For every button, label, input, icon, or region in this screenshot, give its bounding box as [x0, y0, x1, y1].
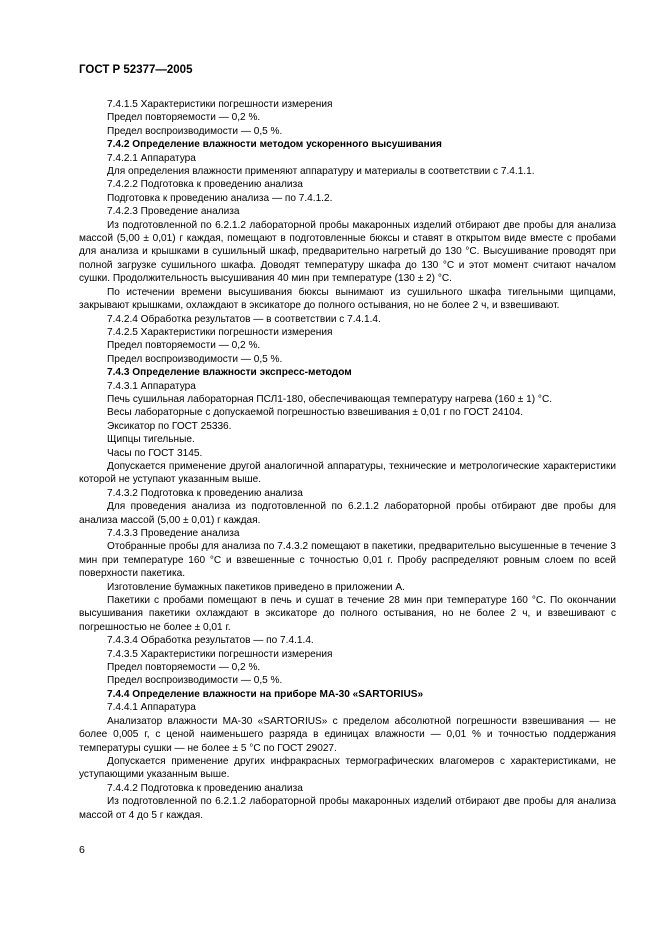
section-heading: 7.4.3 Определение влажности экспресс-методом	[107, 367, 352, 379]
section-heading: 7.4.3.3 Проведение анализа	[107, 528, 240, 539]
section-heading: 7.4.2.5 Характеристики погрешности измерения	[107, 326, 333, 338]
paragraph: Предел воспроизводимости — 0,5 %.	[107, 675, 283, 687]
section-heading: 7.4.2 Определение влажности методом ускоренного высушивания	[107, 139, 442, 151]
section-heading: 7.4.4 Определение влажности на приборе МА-30 «SARTORIUS»	[107, 688, 424, 700]
paragraph: 7.4.2.4 Обработка результатов — в соответствии с 7.4.1.4.	[107, 313, 381, 325]
paragraph: Часы по ГОСТ 3145.	[107, 447, 203, 459]
paragraph: Для проведения анализа из подготовленной по 6.2.1.2 лабораторной пробы отбирают две пробы для анализа массой (5,00 ± 0,01) г каждая.	[79, 501, 616, 526]
section-heading: 7.4.2.1 Аппаратура	[107, 152, 196, 164]
paragraph: Предел воспроизводимости — 0,5 %.	[107, 353, 283, 365]
section-heading: 7.4.1.5 Характеристики погрешности измерения	[107, 99, 333, 110]
paragraph: Подготовка к проведению анализа — по 7.4.1.2.	[107, 192, 333, 204]
paragraph: Печь сушильная лабораторная ПСЛ1-180, обеспечивающая температуру нагрева (160 ± 1) °С.	[107, 393, 553, 405]
paragraph: Допускается применение других инфракрасных термографических влагомеров с характеристиками, не уступающими указанным выше.	[79, 755, 616, 781]
section-heading: 7.4.2.3 Проведение анализа	[107, 206, 240, 218]
paragraph: 7.4.3.4 Обработка результатов — по 7.4.1.4.	[107, 635, 314, 647]
paragraph: Из подготовленной по 6.2.1.2 лабораторной пробы макаронных изделий отбирают две пробы для анализа массой (5,00 ± 0,01) г каждая, помещают в подготовленные бюксы и ставят в открытом виде вместе с пробами для анализа и крышками в сушильный шкаф, предварительно нагретый до 130 °С. Высушивание проводят при полной загрузке сушильного шкафа. Доводят температуру шкафа до 130 °С и этот момент считают началом сушки. Продолжительность высушивания 40 мин при температуре (130 ± 2) °С.	[79, 219, 616, 285]
paragraph: Предел воспроизводимости — 0,5 %.	[107, 125, 283, 137]
section-heading: 7.4.4.1 Аппаратура	[107, 702, 196, 714]
paragraph: Эксикатор по ГОСТ 25336.	[107, 420, 232, 432]
paragraph: Пакетики с пробами помещают в печь и сушат в течение 28 мин при температуре 160 °С. По окончании высушивания пакетики охлаждают в эксикаторе до полного остывания, но не более 2 ч, и взвешивают с погрешностью не более ± 0,01 г.	[79, 595, 616, 633]
section-heading: 7.4.2.2 Подготовка к проведению анализа	[107, 179, 303, 191]
paragraph: Изготовление бумажных пакетиков приведено в приложении А.	[107, 581, 405, 593]
document-body	[79, 98, 616, 822]
page-number: 6	[79, 844, 85, 856]
paragraph: Щипцы тигельные.	[107, 434, 195, 446]
paragraph: Весы лабораторные с допускаемой погрешностью взвешивания ± 0,01 г по ГОСТ 24104.	[107, 407, 524, 419]
paragraph: По истечении времени высушивания бюксы вынимают из сушильного шкафа тигельными щипцами, закрывают крышками, охлаждают в эксикаторе до полного остывания, но не более 2 ч, и взвешивают.	[79, 286, 616, 312]
paragraph: Предел повторяемости — 0,2 %.	[107, 662, 261, 674]
standard-header: ГОСТ Р 52377—2005	[79, 64, 193, 76]
paragraph: Отобранные пробы для анализа по 7.4.3.2 помещают в пакетики, предварительно высушенные в течение 3 мин при температуре 160 °С и взвешенные с точностью 0,01 г. Пробу распределяют ровным слоем по всей поверхности пакетика.	[79, 541, 616, 580]
section-heading: 7.4.4.2 Подготовка к проведению анализа	[107, 782, 303, 794]
section-heading: 7.4.3.2 Подготовка к проведению анализа	[107, 487, 303, 499]
paragraph: Допускается применение другой аналогичной аппаратуры, технические и метрологические характеристики которой не уступают указанным выше.	[79, 460, 616, 486]
paragraph: Из подготовленной по 6.2.1.2 лабораторной пробы макаронных изделий отбирают две пробы для анализа массой от 4 до 5 г каждая.	[79, 796, 616, 821]
paragraph: Анализатор влажности МА-30 «SARTORIUS» с пределом абсолютной погрешности взвешивания — не более 0,005 г, с ценой наименьшего разряда в единицах влажности — 0,01 % и точностью поддержания температуры сушки — не более ± 5 °С по ГОСТ 29027.	[79, 715, 616, 754]
paragraph: Предел повторяемости — 0,2 %.	[107, 340, 261, 352]
paragraph: Предел повторяемости — 0,2 %.	[107, 112, 261, 124]
section-heading: 7.4.3.1 Аппаратура	[107, 380, 196, 392]
section-heading: 7.4.3.5 Характеристики погрешности измерения	[107, 648, 333, 660]
paragraph: Для определения влажности применяют аппаратуру и материалы в соответствии с 7.4.1.1.	[107, 166, 535, 178]
